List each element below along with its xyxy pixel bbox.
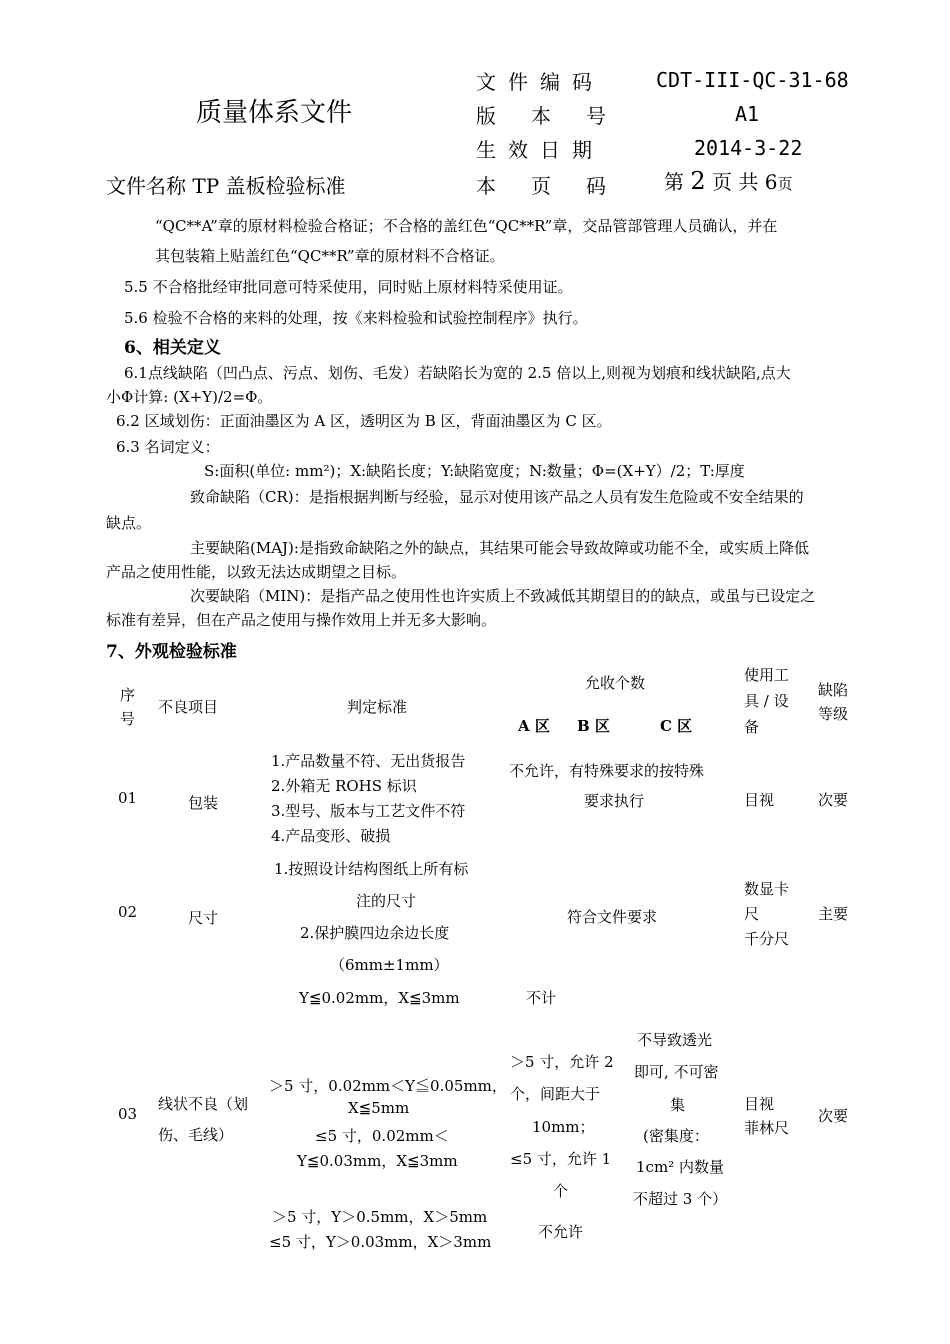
r01-crit-1: 1.产品数量不符、无出货报告 bbox=[271, 752, 466, 770]
r02-crit-4: （6mm±1mm） bbox=[330, 956, 449, 974]
field-label-page-code bbox=[476, 170, 641, 199]
th-zone-c bbox=[660, 715, 692, 736]
r03-c-zone-3: 集 bbox=[670, 1096, 686, 1114]
th-grade-a: 缺陷 bbox=[818, 681, 849, 699]
r02-item: 尺寸 bbox=[188, 909, 219, 927]
r03-crit-mid-2: X≦5mm bbox=[348, 1099, 410, 1117]
field-value-doc-code: CDT-III-QC-31-68 bbox=[656, 68, 849, 92]
para-6-3: 6.3 名词定义： bbox=[116, 438, 220, 456]
r02-tool-2: 尺 bbox=[744, 905, 760, 923]
r02-tool-1: 数显卡 bbox=[744, 880, 790, 898]
r03-seq: 03 bbox=[118, 1105, 138, 1123]
r03-crit-mid-4: Y≦0.03mm，X≦3mm bbox=[297, 1152, 458, 1170]
r01-grade: 次要 bbox=[818, 791, 849, 809]
th-grade-b: 等级 bbox=[818, 705, 849, 723]
para-maj-b: 产品之使用性能，以致无法达成期望之目标。 bbox=[106, 563, 407, 581]
r01-crit-2: 2.外箱无 ROHS 标识 bbox=[271, 777, 417, 795]
r03-crit-top: Y≦0.02mm，X≦3mm bbox=[299, 989, 460, 1007]
r03-crit-mid-3: ≤5 寸，0.02mm＜ bbox=[315, 1127, 449, 1145]
r03-grade: 次要 bbox=[818, 1107, 849, 1125]
para-6-2: 6.2 区域划伤：正面油墨区为 A 区，透明区为 B 区，背面油墨区为 C 区。 bbox=[116, 412, 612, 430]
para-6-1-a: 6.1点线缺陷（凹凸点、污点、划伤、毛发）若缺陷长为宽的 2.5 倍以上,则视为划痕和线状缺陷,点大 bbox=[124, 364, 791, 382]
para-cr-b: 缺点。 bbox=[106, 514, 152, 532]
r03-allow-mid-4: ≤5 寸，允许 1 bbox=[510, 1150, 612, 1168]
para-6-1-b: 小Φ计算: (X+Y)/2=Φ。 bbox=[106, 388, 273, 406]
page-label-ye-gong: 页 共 bbox=[712, 170, 759, 194]
r02-seq: 02 bbox=[118, 903, 138, 921]
r01-crit-4: 4.产品变形、破损 bbox=[271, 827, 391, 845]
r01-tool: 目视 bbox=[744, 791, 775, 809]
para-maj-a: 主要缺陷(MAJ):是指致命缺陷之外的缺点，其结果可能会导致故障或功能不全，或实质上降低 bbox=[190, 539, 809, 557]
page-current: 2 bbox=[690, 167, 706, 195]
r03-item-b: 伤、毛线） bbox=[158, 1126, 234, 1144]
field-value-effective-date: 2014-3-22 bbox=[694, 136, 803, 160]
r03-allow-mid-5: 个 bbox=[553, 1182, 569, 1200]
r03-c-zone-5: 1cm² 内数量 bbox=[636, 1158, 724, 1176]
para-5-5: 5.5 不合格批经审批同意可特采使用，同时贴上原材料特采使用证。 bbox=[124, 278, 573, 296]
para-min-b: 标准有差异，但在产品之使用与操作效用上并无多大影响。 bbox=[106, 611, 497, 629]
document-name: 文件名称 TP 盖板检验标准 bbox=[106, 174, 346, 198]
th-tool-b: 具 / 设 bbox=[744, 692, 789, 710]
para-symbols: S:面积(单位: mm²)；X:缺陷长度；Y:缺陷宽度；N:数量；Φ=(X+Y）/2；T:厚度 bbox=[204, 462, 745, 480]
th-zone-c-text: C 区 bbox=[660, 717, 693, 735]
para-cont-2: 其包装箱上贴盖红色“QC**R”章的原材料不合格证。 bbox=[155, 247, 505, 265]
page-label-di: 第 bbox=[664, 170, 684, 194]
th-tool-c: 备 bbox=[744, 718, 760, 736]
r03-tool-2: 菲林尺 bbox=[744, 1119, 790, 1137]
th-zone-b bbox=[577, 715, 610, 736]
r03-c-zone-1: 不导致透光 bbox=[637, 1031, 713, 1049]
para-cr-a: 致命缺陷（CR)：是指根据判断与经验，显示对使用该产品之人员有发生危险或不安全结果的 bbox=[190, 488, 804, 506]
page-indicator bbox=[664, 166, 792, 195]
th-criteria: 判定标准 bbox=[347, 698, 408, 716]
r03-crit-bot-2: ≤5 寸，Y＞0.03mm，X＞3mm bbox=[269, 1233, 492, 1251]
th-zone-a bbox=[518, 715, 550, 736]
r03-allow-mid-2: 个，间距大于 bbox=[510, 1085, 601, 1103]
r03-c-zone-2: 即可, 不可密 bbox=[634, 1063, 719, 1081]
r01-allow-b: 要求执行 bbox=[584, 792, 645, 810]
th-allowed: 允收个数 bbox=[585, 674, 646, 692]
para-5-6: 5.6 检验不合格的来料的处理，按《来料检验和试验控制程序》执行。 bbox=[124, 309, 588, 327]
r03-allow-mid-1: ＞5 寸，允许 2 bbox=[510, 1053, 614, 1071]
r02-allow: 符合文件要求 bbox=[567, 908, 658, 926]
r01-allow-a: 不允许，有特殊要求的按特殊 bbox=[509, 762, 705, 780]
page-total: 6 bbox=[764, 170, 778, 194]
section-6-heading: 6、相关定义 bbox=[124, 338, 221, 358]
r02-crit-2: 注的尺寸 bbox=[356, 892, 417, 910]
r01-crit-3: 3.型号、版本与工艺文件不符 bbox=[271, 802, 466, 820]
r01-item: 包装 bbox=[188, 794, 219, 812]
th-zone-b-text: B 区 bbox=[577, 717, 610, 735]
r03-c-zone-6: 不超过 3 个） bbox=[633, 1190, 728, 1208]
para-cont-1: “QC**A”章的原材料检验合格证；不合格的盖红色“QC**R”章，交品管部管理人员确认，并在 bbox=[155, 217, 778, 235]
field-label-doc-code: 文件编码 bbox=[476, 70, 604, 94]
r01-seq: 01 bbox=[118, 789, 138, 807]
r02-tool-3: 千分尺 bbox=[744, 930, 790, 948]
field-label-effective-date: 生效日期 bbox=[476, 138, 604, 162]
r03-allow-mid-3: 10mm； bbox=[532, 1118, 595, 1136]
r03-c-zone-4: (密集度： bbox=[643, 1127, 709, 1145]
field-label-version bbox=[476, 100, 641, 129]
para-min-a: 次要缺陷（MIN)：是指产品之使用性也许实质上不致减低其期望目的的缺点，或虽与已设定之 bbox=[190, 587, 816, 605]
r02-crit-1: 1.按照设计结构图纸上所有标 bbox=[274, 860, 469, 878]
field-label-version-text: 版本号 bbox=[476, 104, 641, 128]
th-tool-a: 使用工 bbox=[744, 666, 790, 684]
r03-crit-mid-1: ＞5 寸，0.02mm＜Y≦0.05mm， bbox=[269, 1077, 507, 1095]
th-seq-b: 号 bbox=[120, 710, 136, 728]
r03-crit-bot-1: ＞5 寸，Y＞0.5mm，X＞5mm bbox=[272, 1208, 488, 1226]
field-value-version: A1 bbox=[735, 102, 760, 126]
r03-allow-bot: 不允许 bbox=[538, 1223, 584, 1241]
r03-tool-1: 目视 bbox=[744, 1095, 775, 1113]
system-title: 质量体系文件 bbox=[196, 98, 353, 128]
page-label-ye: 页 bbox=[777, 175, 793, 193]
r02-grade: 主要 bbox=[818, 905, 849, 923]
r03-item-a: 线状不良（划 bbox=[158, 1095, 249, 1113]
th-zone-a-text: A 区 bbox=[518, 717, 550, 735]
th-seq-a: 序 bbox=[120, 686, 136, 704]
th-item: 不良项目 bbox=[158, 698, 219, 716]
field-label-page-code-text: 本页码 bbox=[476, 174, 641, 198]
r02-crit-3: 2.保护膜四边余边长度 bbox=[300, 924, 450, 942]
section-7-heading: 7、外观检验标准 bbox=[106, 642, 237, 662]
r03-allow-top: 不计 bbox=[526, 989, 557, 1007]
